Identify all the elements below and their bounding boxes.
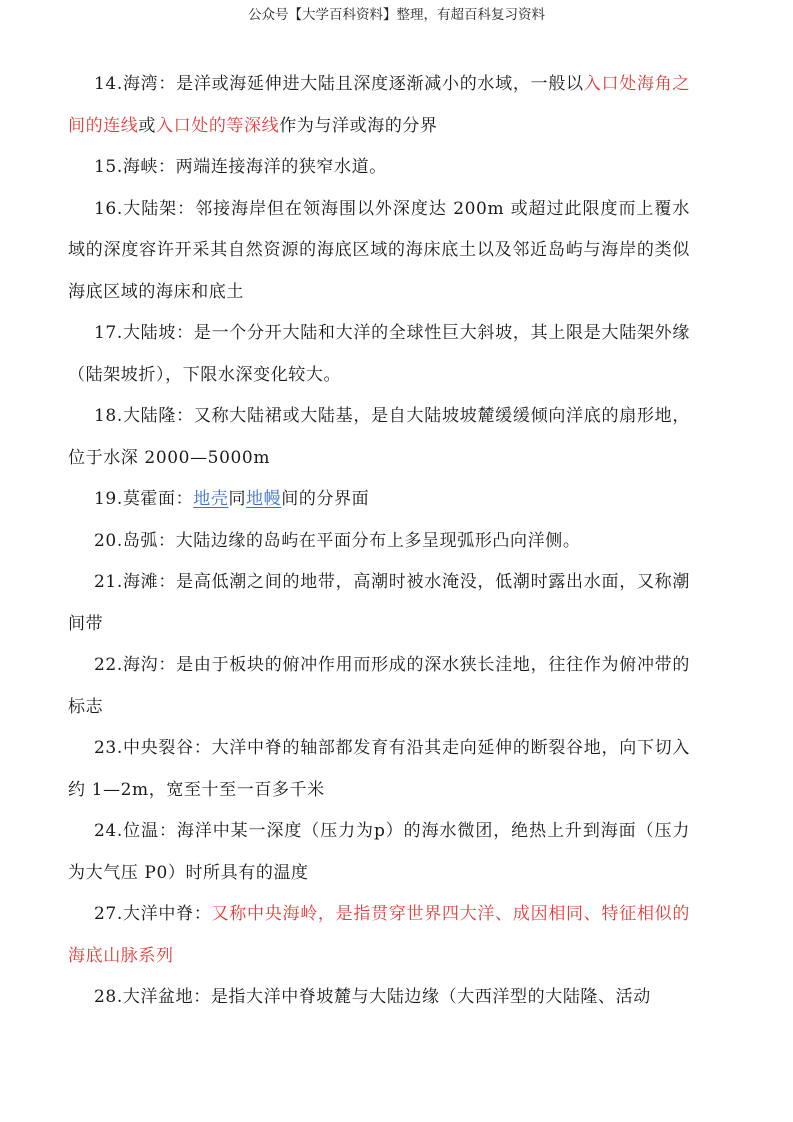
entry-haitan <box>68 562 690 645</box>
entry-text: 21.海滩：是高低潮之间的地带，高潮时被水淹没，低潮时露出水面，又称潮间带 <box>68 572 690 634</box>
link-diqiao[interactable]: 地壳 <box>193 489 229 509</box>
entry-haixia <box>68 147 690 189</box>
entry-text: 27.大洋中脊： <box>94 904 212 924</box>
entry-text: 15.海峡：两端连接海洋的狭窄水道。 <box>94 157 387 177</box>
entry-text: 17.大陆坡：是一个分开大陆和大洋的全球性巨大斜坡，其上限是大陆架外缘（陆架坡折），下限水深变化较大。 <box>68 323 690 385</box>
entry-text: 14.海湾：是洋或海延伸进大陆且深度逐渐减小的水域，一般以 <box>94 74 584 94</box>
entry-dayangpendi <box>68 977 690 1019</box>
entry-text: 19.莫霍面： <box>94 489 194 509</box>
link-diman[interactable]: 地幔 <box>246 489 282 509</box>
entry-daluipo <box>68 313 690 396</box>
entry-weiwen <box>68 811 690 894</box>
entry-text: 28.大洋盆地：是指大洋中脊坡麓与大陆边缘（大西洋型的大陆隆、活动 <box>94 987 651 1007</box>
entry-text: 或 <box>138 115 157 136</box>
entry-dayangzhongji <box>68 894 690 977</box>
page-header: 公众号【大学百科资料】整理，有超百科复习资料 <box>248 7 545 23</box>
highlight-red: 又称中央海岭，是指贯穿世界四大洋、成因相同、特征相似的海底山脉系列 <box>68 904 690 966</box>
entry-dalulong <box>68 396 690 479</box>
entry-text: 23.中央裂谷：大洋中脊的轴部都发育有沿其走向延伸的断裂谷地，向下切入约 1—2m，宽至十至一百多千米 <box>68 738 690 800</box>
entry-text: 16.大陆架：邻接海岸但在领海围以外深度达 200m 或超过此限度而上覆水域的深度容许开采其自然资源的海底区域的海床底土以及邻近岛屿与海岸的类似海底区域的海床和底土 <box>68 198 690 302</box>
entry-haigou <box>68 645 690 728</box>
entry-text: 间的分界面 <box>281 489 370 509</box>
entry-daohu <box>68 521 690 563</box>
entry-text: 22.海沟：是由于板块的俯冲作用而形成的深水狭长洼地，往往作为俯冲带的标志 <box>68 655 690 717</box>
highlight-red: 入口处的等深线 <box>156 115 280 136</box>
entry-text: 24.位温：海洋中某一深度（压力为p）的海水微团，绝热上升到海面（压力为大气压 P0）时所具有的温度 <box>68 821 690 883</box>
entry-text: 20.岛弧：大陆边缘的岛屿在平面分布上多呈现弧形凸向洋侧。 <box>94 530 581 551</box>
entry-text: 作为与洋或海的分界 <box>279 115 438 136</box>
entry-text: 18.大陆隆：又称大陆裙或大陆基，是自大陆坡坡麓缓缓倾向洋底的扇形地，位于水深 2000—5000m <box>68 406 690 468</box>
entry-haiwan <box>68 64 690 147</box>
entry-text: 同 <box>228 489 247 509</box>
entry-mohuomian <box>68 479 690 521</box>
entry-daluijia <box>68 189 690 314</box>
highlight-red: 入口处海角之间的连线 <box>68 74 690 136</box>
entry-zhongyangliegu <box>68 728 690 811</box>
document-body <box>68 64 690 1019</box>
